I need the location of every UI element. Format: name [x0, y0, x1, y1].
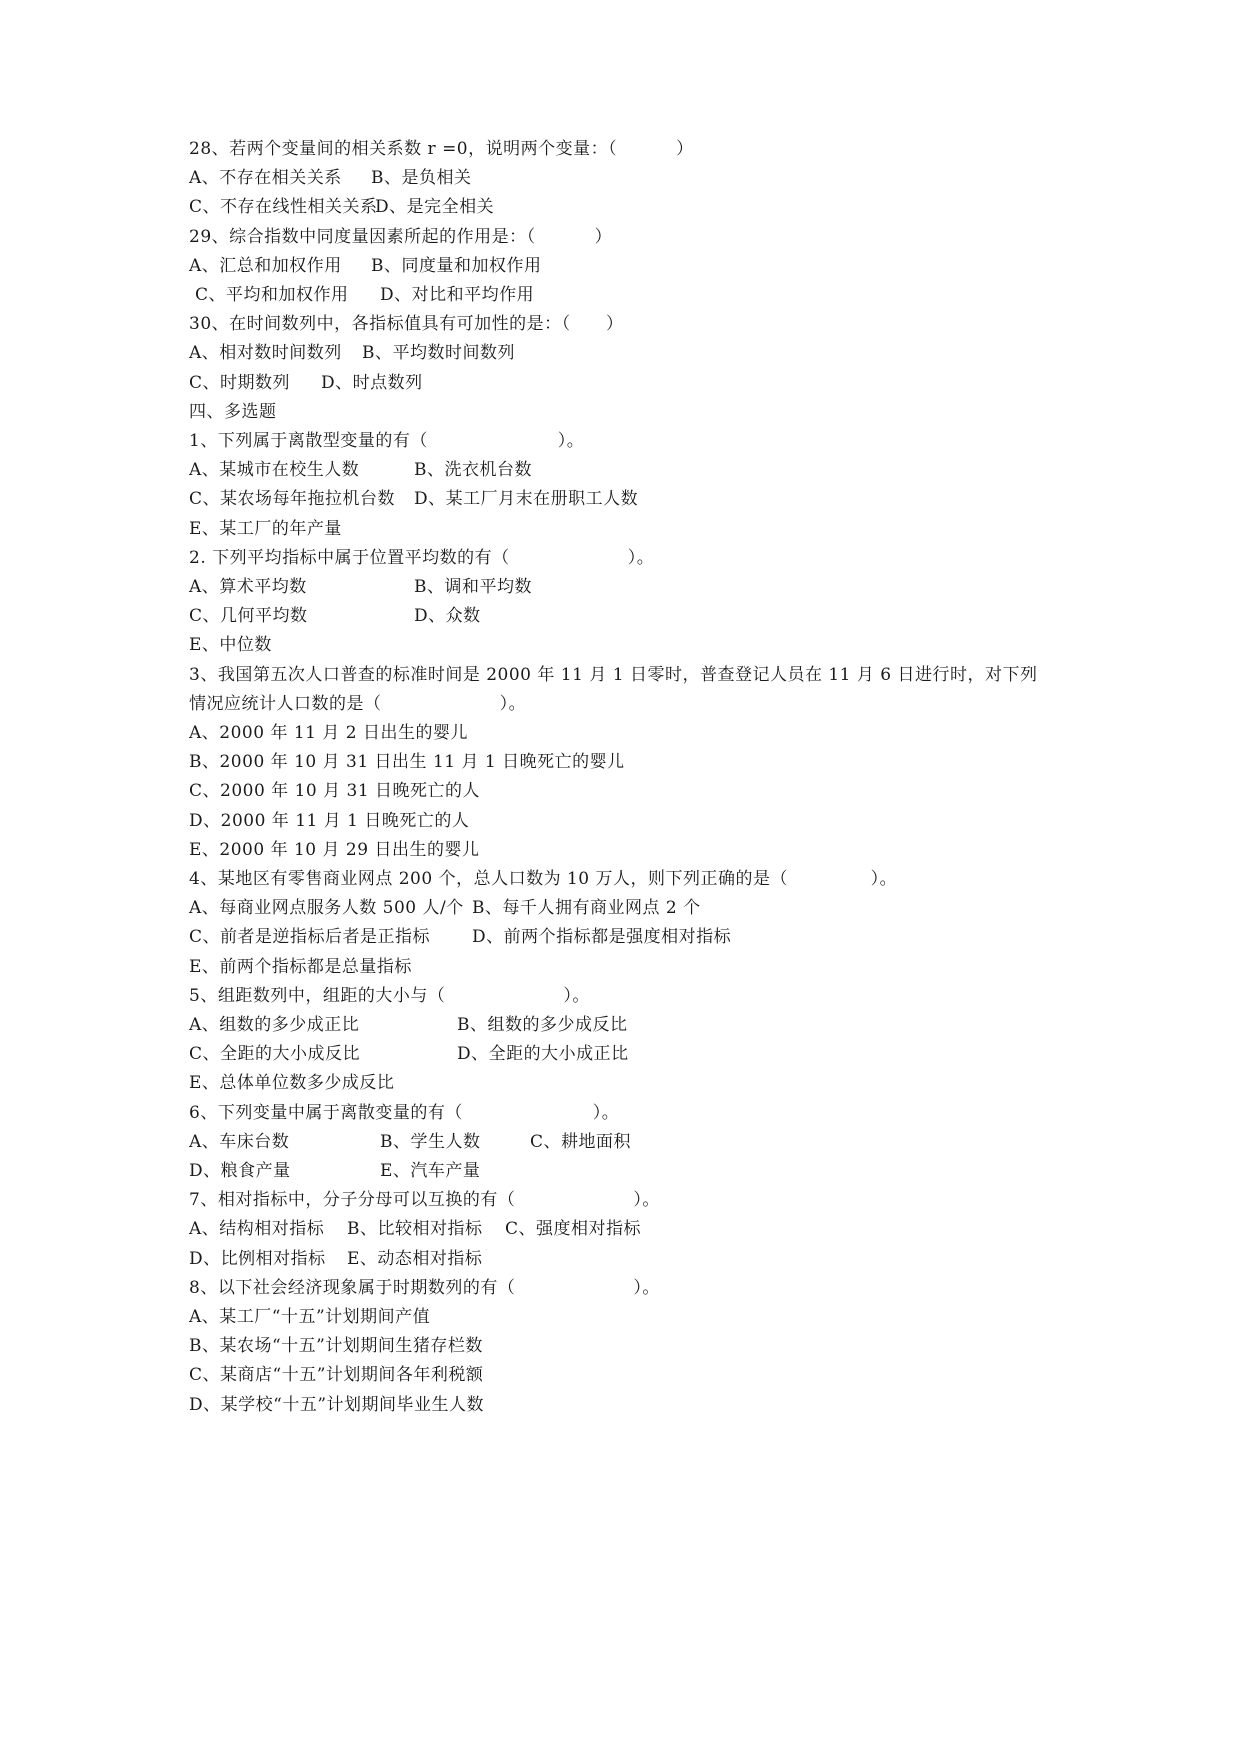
text-line	[189, 251, 542, 281]
text-line	[189, 1214, 642, 1244]
option-text: E、动态相对指标	[347, 1248, 483, 1269]
text-line	[189, 309, 624, 339]
line-text: D、粮食产量	[189, 1161, 291, 1181]
text-line	[189, 864, 897, 894]
line-text: A、某工厂“十五”计划期间产值	[189, 1307, 431, 1327]
text-line	[189, 1127, 632, 1157]
text-line	[189, 514, 342, 544]
option-text: C、强度相对指标	[505, 1219, 642, 1240]
line-text: 3、我国第五次人口普查的标准时间是 2000 年 11 月 1 日零时，普查登记人员在 11 月 6 日进行时，对下列	[189, 664, 1038, 685]
line-text: A、汇总和加权作用	[189, 255, 342, 276]
line-text: D、2000 年 11 月 1 日晚死亡的人	[189, 810, 470, 831]
option-text: B、洗衣机台数	[414, 460, 532, 481]
option-text: D、时点数列	[321, 372, 423, 393]
line-text: B、2000 年 10 月 31 日出生 11 月 1 日晚死亡的婴儿	[189, 752, 625, 773]
line-text: C、某农场每年拖拉机台数	[189, 489, 396, 510]
option-text: B、平均数时间数列	[362, 343, 515, 364]
text-line	[189, 660, 1038, 690]
line-text: 28、若两个变量间的相关系数 r =0，说明两个变量：（ ）	[189, 139, 694, 159]
line-text: B、某农场“十五”计划期间生猪存栏数	[189, 1336, 483, 1357]
text-line	[189, 952, 412, 982]
option-text: B、组数的多少成反比	[457, 1015, 628, 1035]
line-text: C、全距的大小成反比	[189, 1044, 361, 1065]
line-text: A、不存在相关关系	[189, 168, 342, 189]
line-text: E、2000 年 10 月 29 日出生的婴儿	[189, 839, 480, 860]
line-text: E、某工厂的年产量	[189, 518, 342, 539]
line-text: 4、某地区有零售商业网点 200 个，总人口数为 10 万人，则下列正确的是（ ）。	[189, 869, 898, 889]
text-line	[189, 338, 515, 368]
line-text: 1、下列属于离散型变量的有（ ）。	[189, 431, 585, 451]
text-line	[189, 163, 472, 193]
text-line	[189, 426, 584, 456]
text-line	[189, 1302, 430, 1332]
text-line	[189, 1068, 394, 1098]
line-text: C、2000 年 10 月 31 日晚死亡的人	[189, 781, 481, 802]
text-line	[189, 222, 612, 252]
text-line	[189, 1360, 483, 1390]
option-text: B、每千人拥有商业网点 2 个	[472, 898, 701, 919]
text-line	[189, 806, 469, 836]
text-line	[189, 1331, 483, 1361]
line-text: D、某学校“十五”计划期间毕业生人数	[189, 1394, 485, 1415]
text-line	[189, 981, 590, 1011]
line-text: A、组数的多少成正比	[189, 1015, 360, 1035]
text-line	[189, 893, 701, 923]
text-line	[189, 835, 479, 865]
text-line	[189, 134, 694, 164]
line-text: 6、下列变量中属于离散变量的有（ ）。	[189, 1102, 620, 1123]
line-text: 5、组距数列中，组距的大小与（ ）。	[189, 985, 590, 1006]
option-text: B、调和平均数	[414, 577, 532, 597]
line-text: C、平均和加权作用	[195, 285, 349, 305]
line-text: C、某商店“十五”计划期间各年利税额	[189, 1365, 484, 1386]
text-line	[189, 689, 526, 719]
text-line	[189, 630, 272, 660]
line-text: A、某城市在校生人数	[189, 460, 360, 481]
text-line	[189, 368, 423, 398]
line-text: A、结构相对指标	[189, 1219, 325, 1240]
line-text: C、不存在线性相关关系	[189, 197, 378, 218]
text-line	[189, 192, 495, 222]
option-text: E、汽车产量	[380, 1161, 481, 1181]
text-line	[189, 397, 277, 427]
text-line	[189, 1010, 628, 1040]
option-text: D、众数	[414, 606, 481, 627]
text-line	[189, 747, 625, 777]
text-line	[195, 280, 535, 310]
line-text: A、算术平均数	[189, 577, 307, 597]
line-text: A、2000 年 11 月 2 日出生的婴儿	[189, 723, 469, 743]
option-text: D、是完全相关	[375, 197, 495, 218]
text-line	[189, 1039, 629, 1069]
line-text: D、比例相对指标	[189, 1248, 326, 1269]
line-text: E、前两个指标都是总量指标	[189, 956, 412, 977]
text-line	[189, 1244, 483, 1274]
line-text: 2. 下列平均指标中属于位置平均数的有（ ）。	[189, 547, 655, 568]
line-text: A、相对数时间数列	[189, 343, 342, 364]
text-line	[189, 484, 639, 514]
line-text: C、前者是逆指标后者是正指标	[189, 927, 431, 948]
line-text: 30、在时间数列中，各指标值具有可加性的是：（ ）	[189, 314, 624, 335]
text-line	[189, 1273, 660, 1303]
option-text: C、耕地面积	[530, 1131, 632, 1152]
text-line	[189, 922, 732, 952]
text-line	[189, 718, 468, 748]
text-line	[189, 1156, 481, 1186]
text-line	[189, 1098, 619, 1128]
line-text: E、中位数	[189, 635, 272, 656]
option-text: B、同度量和加权作用	[371, 255, 542, 276]
line-text: A、每商业网点服务人数 500 人/个	[189, 898, 464, 919]
line-text: 29、综合指数中同度量因素所起的作用是：（ ）	[189, 226, 613, 247]
line-text: C、时期数列	[189, 372, 291, 393]
text-line	[189, 455, 532, 485]
option-text: D、对比和平均作用	[380, 285, 535, 305]
option-text: B、是负相关	[371, 168, 472, 189]
option-text: D、某工厂月末在册职工人数	[414, 489, 639, 510]
option-text: D、前两个指标都是强度相对指标	[472, 927, 732, 948]
line-text: 7、相对指标中，分子分母可以互换的有（ ）。	[189, 1190, 660, 1211]
text-line	[189, 1185, 660, 1215]
text-line	[189, 1390, 484, 1420]
option-text: B、学生人数	[380, 1131, 481, 1152]
line-text: E、总体单位数多少成反比	[189, 1073, 395, 1094]
text-line	[189, 572, 532, 602]
text-line	[189, 601, 481, 631]
line-text: 四、多选题	[189, 401, 277, 422]
line-text: 情况应统计人口数的是（ ）。	[189, 693, 527, 714]
option-text: D、全距的大小成正比	[457, 1044, 629, 1065]
line-text: C、几何平均数	[189, 606, 308, 627]
text-line	[189, 776, 480, 806]
text-line	[189, 543, 654, 573]
line-text: 8、以下社会经济现象属于时期数列的有（ ）。	[189, 1277, 660, 1298]
line-text: A、车床台数	[189, 1131, 290, 1152]
option-text: B、比较相对指标	[347, 1219, 483, 1240]
